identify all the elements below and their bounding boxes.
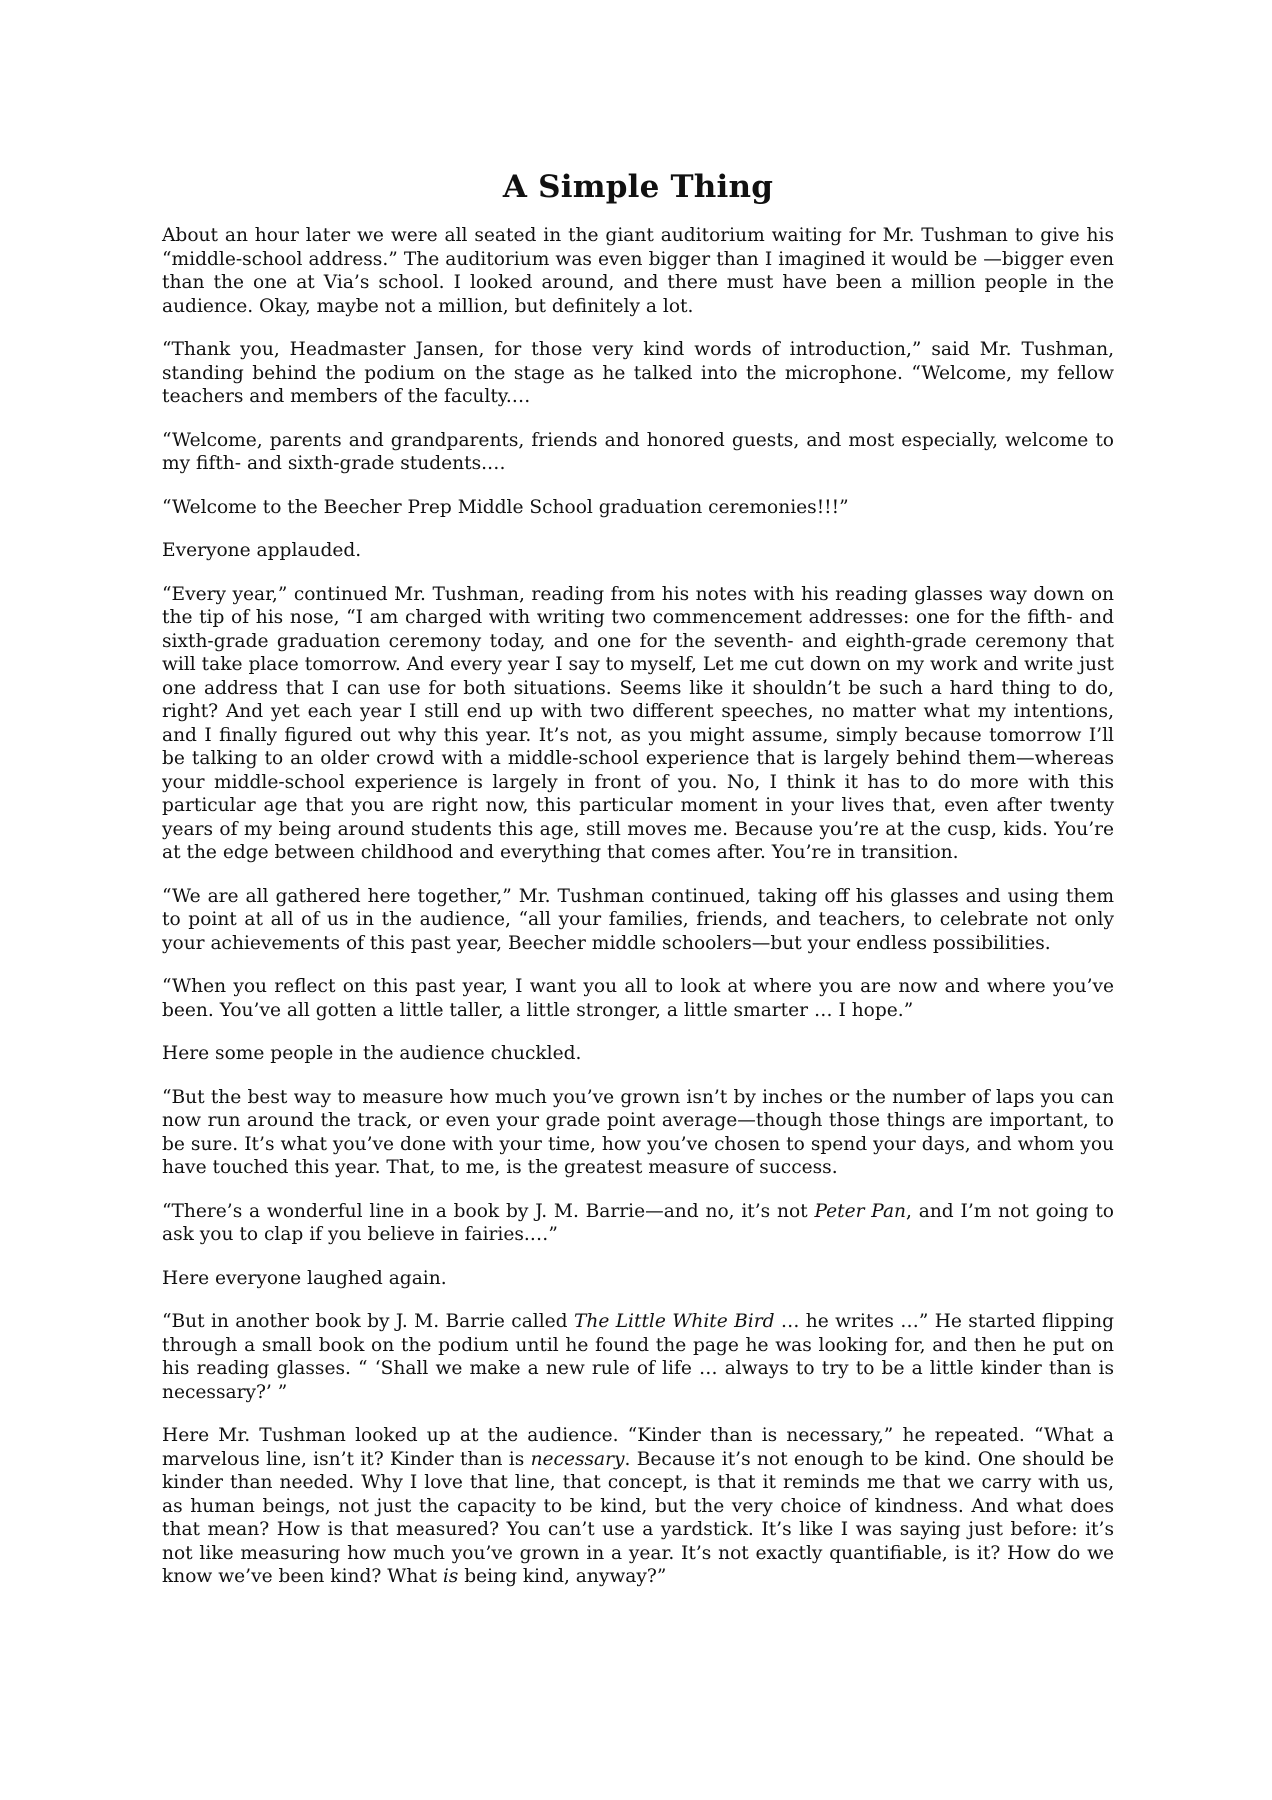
paragraph [162,1200,1114,1247]
paragraph [162,338,1114,409]
text-run: “We are all gathered here together,” Mr. Tushman continued, taking off his glasses and using them to point at all of us in the audience, “all your families, friends, and teachers, to celebrate not only your achievements of this past year, Beecher middle schoolers—but your endless possibilities. [162,885,1114,954]
paragraph [162,539,1114,563]
text-run: “But the best way to measure how much you’ve grown isn’t by inches or the number of laps you can now run around the track, or even your grade point average—though those things are important, to be sure. It’s what you’ve done with your time, how you’ve chosen to spend your days, and whom you have touched this year. That, to me, is the greatest measure of success. [162,1086,1114,1178]
text-run: , and I’m not going to ask you to clap if you believe in fairies.…” [162,1200,1114,1245]
chapter-body [162,224,1114,1589]
paragraph [162,583,1114,865]
italic-text: necessary [530,1448,625,1470]
paragraph [162,1267,1114,1291]
italic-text: is [442,1566,459,1587]
text-run: “But in another book by J. M. Barrie called [162,1311,574,1332]
paragraph [162,429,1114,476]
text-run: “Thank you, Headmaster Jansen, for those very kind words of introduction,” said Mr. Tushman, standing behind the podium on the stage as he talked into the microphone. “Welcome, my fellow teachers and members of the faculty.… [162,339,1114,407]
text-run: “When you reflect on this past year, I want you all to look at where you are now and where you’ve been. You’ve all gotten a little taller, a little stronger, a little smarter … I hope.” [162,976,1114,1021]
paragraph [162,1310,1114,1404]
text-run: being kind, anyway?” [458,1566,667,1587]
paragraph [162,1424,1114,1589]
paragraph [162,496,1114,520]
text-run: “Every year,” continued Mr. Tushman, reading from his notes with his reading glasses way down on the tip of his nose, “I am charged with writing two commencement addresses: one for the fifth- and sixth-grade graduation ceremony today, and one for the seventh- and eighth-grade ceremony that will take place tomorrow. And every year I say to myself, Let me cut down on my work and write just one address that I can use for both situations. Seems like it shouldn’t be such a hard thing to do, right? And yet each year I still end up with two different speeches, no matter what my intentions, and I finally figured out why this year. It’s not, as you might assume, simply because tomorrow I’ll be talking to an older crowd with a middle-school experience that is largely behind them—whereas your middle-school experience is largely in front of you. No, I think it has to do more with this particular age that you are right now, this particular moment in your lives that, even after twenty years of my being around students this age, still moves me. Because you’re at the cusp, kids. You’re at the edge between childhood and everything that comes after. You’re in transition. [162,583,1114,863]
text-run: About an hour later we were all seated in the giant auditorium waiting for Mr. Tushman to give his “middle-school address.” The auditorium was even bigger than I imagined it would be —bigger even than the one at Via’s school. I looked around, and there must have been a million people in the audience. Okay, maybe not a million, but definitely a lot. [162,225,1114,317]
text-run: Everyone applauded. [162,540,362,561]
italic-text: The Little White Bird [573,1311,775,1332]
text-run: Here everyone laughed again. [162,1267,447,1289]
text-run: Here some people in the audience chuckled. [162,1043,582,1064]
text-run: “Welcome, parents and grandparents, friends and honored guests, and most especially, welcome to my fifth- and sixth-grade students.… [162,429,1114,474]
paragraph [162,885,1114,956]
paragraph [162,1042,1114,1066]
paragraph [162,224,1114,318]
text-run: “There’s a wonderful line in a book by J. M. Barrie—and no, it’s not [162,1200,815,1222]
text-run: … he writes …” He started flipping through a small book on the podium until he found the page he was looking for, and then he put on his reading glasses. “ ‘Shall we make a new rule of life … always to try to be a little kinder than is necessary?’ ” [162,1311,1114,1403]
text-run: “Welcome to the Beecher Prep Middle School graduation ceremonies!!!” [162,496,849,518]
paragraph [162,975,1114,1022]
italic-text: Peter Pan [814,1200,907,1222]
paragraph [162,1086,1114,1180]
text-run: . Because it’s not enough to be kind. One should be kinder than needed. Why I love that line, that concept, is that it reminds me that we carry with us, as human beings, not just the capacity to be kind, but the very choice of kindness. And what does that mean? How is that measured? You can’t use a yardstick. It’s like I was saying just before: it’s not like measuring how much you’ve grown in a year. It’s not exactly quantifiable, is it? How do we know we’ve been kind? What [162,1448,1115,1587]
chapter-title: A Simple Thing [502,169,774,205]
text-run: Here Mr. Tushman looked up at the audience. “Kinder than is necessary,” he repeated. “What a marvelous line, isn’t it? Kinder than is [162,1425,1114,1470]
book-page [162,168,1114,1609]
